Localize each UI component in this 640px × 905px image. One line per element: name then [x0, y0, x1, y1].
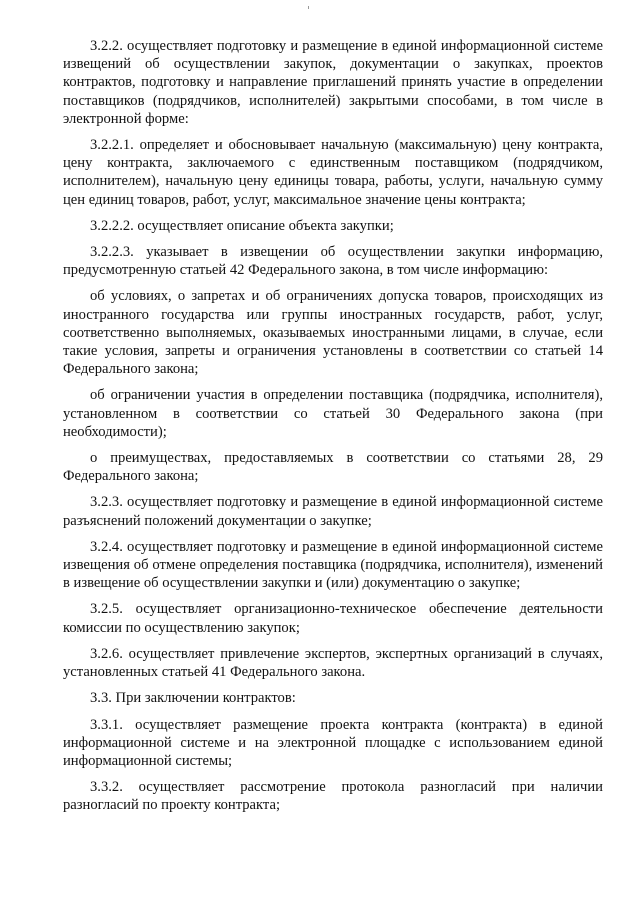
paragraph-3-2-2-2: 3.2.2.2. осуществляет описание объекта закупки; — [90, 217, 394, 234]
paragraph-advantages: о преимуществах, предоставляемых в соответствии со статьями 28, 29 Федерального закона; — [63, 450, 603, 485]
paragraph-3-3-1: 3.3.1. осуществляет размещение проекта контракта (контракта) в единой информационной системе и на электронной площадке с использованием единой информационной системы; — [63, 716, 603, 769]
document-body — [63, 37, 603, 823]
paragraph-3-2-4: 3.2.4. осуществляет подготовку и размещение в единой информационной системе извещения об отмене определения поставщика (подрядчика, исполнителя), изменений в извещение об осуществлении закупки и (или) документацию о закупке; — [63, 538, 603, 592]
paragraph-3-2-2-1: 3.2.2.1. определяет и обосновывает начальную (максимальную) цену контракта, цену контракта, заключаемого с единственным поставщиком (подрядчиком, исполнителем), начальную цену единицы товара, работы, услуги, начальную сумму цен единиц товаров, работ, услуг, максимальное значение цены контракта; — [63, 137, 603, 208]
paragraph-3-2-6: 3.2.6. осуществляет привлечение экспертов, экспертных организаций в случаях, установленных статьей 41 Федерального закона. — [63, 645, 603, 681]
paragraph-3-2-3: 3.2.3. осуществляет подготовку и размещение в единой информационной системе разъяснений положений документации о закупке; — [63, 494, 603, 529]
paragraph-3-3: 3.3. При заключении контрактов: — [90, 690, 296, 707]
scan-mark — [308, 6, 309, 9]
paragraph-3-2-2: 3.2.2. осуществляет подготовку и размещение в единой информационной системе извещений об осуществлении закупок, документации о закупках, проектов контрактов, подготовку и направление приглашений принять участие в определении поставщиков (подрядчиков, исполнителей) закрытыми способами, в том числе в электронной форме: — [63, 38, 603, 127]
paragraph-3-3-2: 3.3.2. осуществляет рассмотрение протокола разногласий при наличии разногласий по проекту контракта; — [63, 779, 603, 814]
paragraph-3-2-2-3: 3.2.2.3. указывает в извещении об осуществлении закупки информацию, предусмотренную статьей 42 Федерального закона, в том числе информацию: — [63, 244, 603, 279]
paragraph-participation-limit: об ограничении участия в определении поставщика (подрядчика, исполнителя), установленном в соответствии со статьей 30 Федерального закона (при необходимости); — [63, 387, 603, 440]
paragraph-3-2-5: 3.2.5. осуществляет организационно-техническое обеспечение деятельности комиссии по осуществлению закупок; — [63, 601, 603, 636]
paragraph-conditions-bans: об условиях, о запретах и об ограничениях допуска товаров, происходящих из иностранного государства или группы иностранных государств, работ, услуг, соответственно выполняемых, оказываемых иностранными лицами, в случае, если такие условия, запреты и ограничения установлены в соответствии со статьей 14 Федерального закона; — [63, 288, 603, 378]
